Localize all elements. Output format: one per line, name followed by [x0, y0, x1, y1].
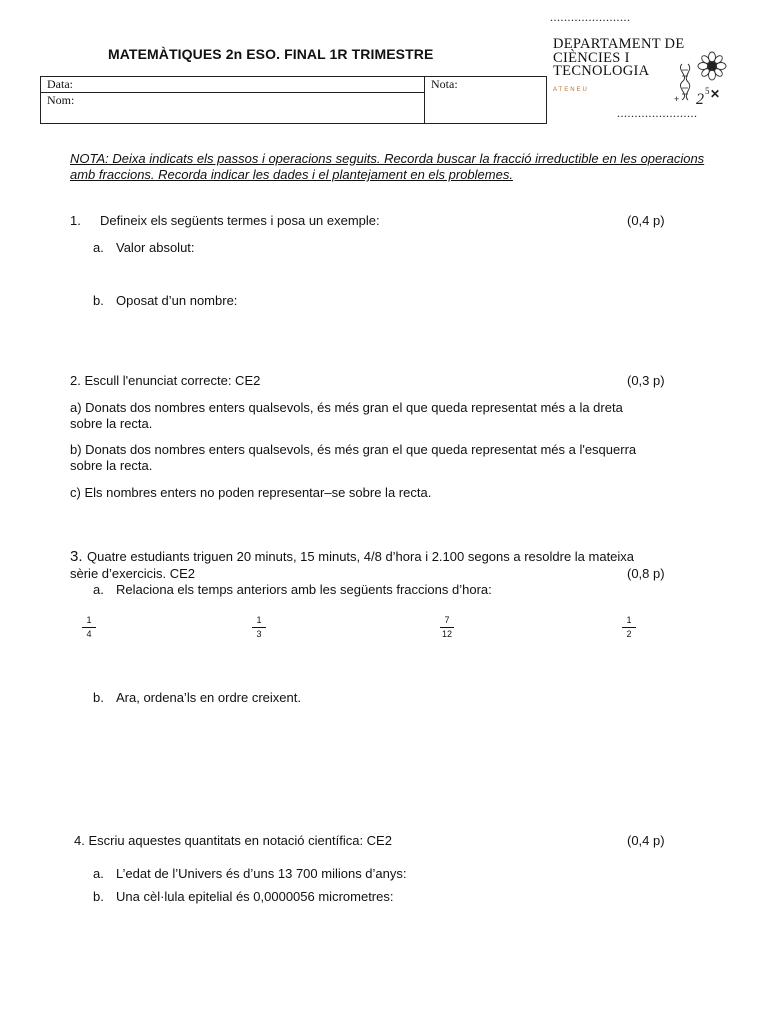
q2-option-a-line2: sobre la recta. [70, 416, 153, 431]
science-doodle-icon [672, 50, 732, 106]
q3a-text: Relaciona els temps anteriors amb les següents fraccions d’hora: [116, 582, 492, 597]
department-line-2: CIÈNCIES I [553, 49, 630, 66]
fraction-4 [622, 616, 636, 639]
logo-dots-bottom: ....................... [617, 106, 698, 120]
date-field [41, 77, 425, 93]
fraction-2 [252, 616, 266, 639]
student-info-table [40, 76, 547, 124]
q3-line1: Quatre estudiants triguen 20 minuts, 15 minuts, 4/8 d’hora i 2.100 segons a resoldre la mateixa [87, 549, 635, 564]
fraction-3-numerator: 7 [440, 616, 454, 628]
fraction-2-denominator: 3 [256, 629, 262, 639]
q3-line2: sèrie d’exercicis. CE2 [70, 566, 195, 581]
department-line-1: DEPARTAMENT DE [553, 36, 685, 52]
logo-dots-top: ....................... [550, 10, 631, 24]
fraction-3-denominator: 12 [441, 629, 452, 639]
q1a-label: a. [93, 240, 104, 255]
q4a-label: a. [93, 866, 104, 881]
q2-option-c: c) Els nombres enters no poden representar–se sobre la recta. [70, 485, 432, 500]
q1b-label: b. [93, 293, 104, 308]
q4b-text: Una cèl·lula epitelial és 0,0000056 micrometres: [116, 889, 394, 904]
q3-points: (0,8 p) [627, 566, 665, 581]
department-line-3: TECNOLOGIA [553, 63, 650, 79]
svg-text:5: 5 [705, 86, 710, 96]
svg-text:+: + [674, 94, 680, 104]
fraction-3 [440, 616, 454, 639]
q2-text: 2. Escull l'enunciat correcte: CE2 [70, 373, 261, 388]
q4a-text: L’edat de l’Univers és d’uns 13 700 milions d’anys: [116, 866, 407, 881]
name-label: Nom: [47, 93, 75, 107]
q4-points: (0,4 p) [627, 833, 665, 848]
q2-option-b-line1: b) Donats dos nombres enters qualsevols, és més gran el que queda representat més a l'esquerra [70, 442, 637, 457]
fraction-1-denominator: 4 [86, 629, 92, 639]
q2-option-a-line1: a) Donats dos nombres enters qualsevols, és més gran el que queda representat més a la dreta [70, 400, 623, 415]
q3b-text: Ara, ordena’ls en ordre creixent. [116, 690, 301, 705]
department-logo-text [553, 38, 684, 79]
svg-text:2: 2 [696, 91, 704, 106]
q2-points: (0,3 p) [627, 373, 665, 388]
q3a-label: a. [93, 582, 104, 597]
date-label: Data: [47, 77, 73, 91]
q4b-label: b. [93, 889, 104, 904]
fraction-4-numerator: 1 [622, 616, 636, 628]
exam-note: NOTA: Deixa indicats els passos i operacions seguits. Recorda buscar la fracció irreductible en les operacions amb fraccions. Recorda indicar les dades i el plantejament en els problemes. [70, 151, 705, 182]
q1a-text: Valor absolut: [116, 240, 195, 255]
fraction-1-numerator: 1 [82, 616, 96, 628]
svg-text:✕: ✕ [710, 87, 721, 101]
name-field [41, 93, 425, 123]
q4-text: 4. Escriu aquestes quantitats en notació científica: CE2 [74, 833, 392, 848]
fraction-2-numerator: 1 [252, 616, 266, 628]
q2-option-b-line2: sobre la recta. [70, 458, 153, 473]
q1-points: (0,4 p) [627, 213, 665, 228]
grade-label: Nota: [431, 77, 458, 91]
q1-number: 1. [70, 213, 81, 228]
q1-text: Defineix els següents termes i posa un exemple: [100, 213, 380, 228]
q3b-label: b. [93, 690, 104, 705]
q3-number: 3. [70, 548, 83, 565]
fraction-1 [82, 616, 96, 639]
exam-title: MATEMÀTIQUES 2n ESO. FINAL 1R TRIMESTRE [108, 46, 434, 62]
fraction-4-denominator: 2 [626, 629, 632, 639]
ateneu-label: ATENEU [553, 87, 589, 93]
q1b-text: Oposat d’un nombre: [116, 293, 238, 308]
